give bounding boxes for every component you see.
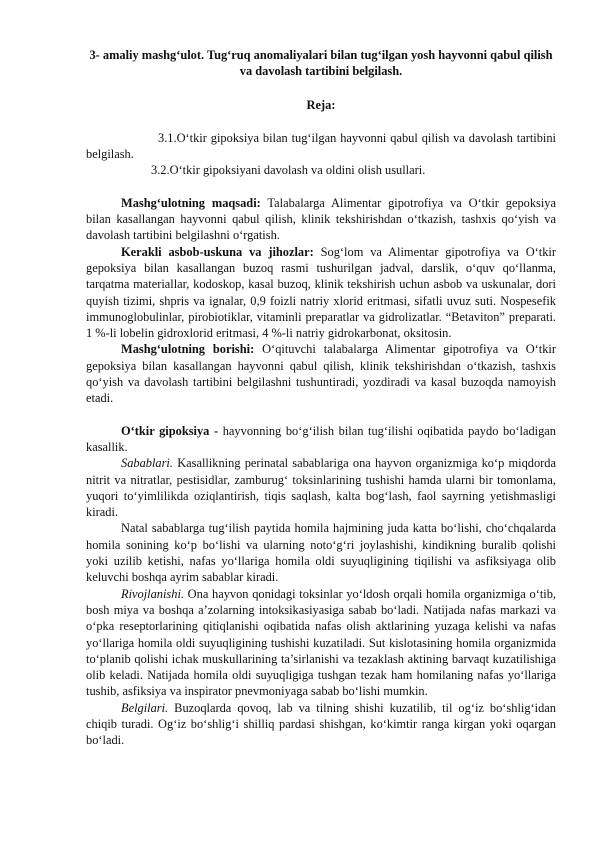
label-borishi: Mashg‘ulotning borishi: — [121, 342, 255, 357]
plan-item-1: 3.1.O‘tkir gipoksiya bilan tug‘ilgan hayvonni qabul qilish va davolash tartibini belgilash. — [86, 130, 556, 162]
document-title: 3- amaliy mashg‘ulot. Tug‘ruq anomaliyalari bilan tug‘ilgan yosh hayvonni qabul qilish va davolash tartibini belgilash. — [89, 48, 553, 79]
text-maqsad: Talabalarga Alimentar gipotrofiya va O‘tkir gepoksiya bilan kasallangan hayvonni qabul qilish, klinik tekshirishdan o‘tkazish, tashxis qo‘yish va davolash tartibini belgilashni o‘rgatish. — [86, 195, 557, 243]
label-gipoksiya: O‘tkir gipoksiya - — [121, 423, 219, 438]
plan-heading: Reja: — [306, 97, 336, 112]
paragraph-rivojlanishi — [86, 586, 556, 700]
text-sabablari: Kasallikning perinatal sabablariga ona hayvon organizmiga ko‘p miqdorda nitrit va nitratlar, pestisidlar, zamburug‘ toksinlarining tushishi hamda ularni bir tomonlama, yuqori to‘yimlilikda oziqlantirish, tiqis saqlash, kalta bog‘lash, faol sayrning yetishmasligi kiradi. — [86, 456, 556, 520]
paragraph-natal: Natal sabablarga tug‘ilish paytida homila hajmining juda katta bo‘lishi, cho‘chqalarda homila sonining ko‘p bo‘lishi va ularning noto‘g‘ri joylashishi, kindikning buralib qolishi yoki uzilib ketishi, nafas yo‘llariga homila oldi suyuqligining tiqilishi va asfiksiyaga olib keluvchi boshqa ayrim sabablar kiradi. — [86, 521, 556, 585]
text-borishi: O‘qituvchi talabalarga Alimentar gipotrofiya va O‘tkir gepoksiya bilan kasallangan hayvonni qabul qilish, klinik tekshirishdan o‘tkazish, tashxis qo‘yish va davolash tartibini belgilashni tushuntiradi, yozdiradi va kasal buzoqda namoyish etadi. — [86, 342, 556, 406]
text-jihozlar: Sog‘lom va Alimentar gipotrofiya va O‘tkir gepoksiya bilan kasallangan buzoq rasmi tushurilgan jadval, darslik, o‘quv qo‘llanma, tarqatma materiallar, kodoskop, kasal buzoq, klinik tekshirish uchun asbob va uskunalar, dori quyish tizimi, shpris va ignalar, 0,9 foizli natriy xlorid eritmasi, sifatli uvuz suti. Nospesefik immunoglobulinlar, pirobiotiklar, vitaminli preparatlar va gidrolizatlar. “Betaviton” preparati. 1 %-li lobelin gidroxlorid eritmasi, 4 %-li natriy gidrokarbonat, oksitosin. — [86, 244, 556, 341]
text-rivojlanishi: Ona hayvon qonidagi toksinlar yo‘ldosh orqali homila organizmiga o‘tib, bosh miya va boshqa a’zolarning intoksikasiyasiga sabab bo‘ladi. Natijada nafas markazi va o‘pka reseptorlarining qitiqlanishi oqibatida nafas olish aktlarining yuzaga kelishi va nafas yo‘llariga homila oldi suyuqligining tushishi kuzatiladi. Sut kislotasining homila organizmida to‘planib qolishi ichak muskullarining ta’sirlanishi va tezaklash aktining barvaqt kuzatilishiga olib keladi. Natijada homila oldi suyuqligiga tushgan tezak ham homilaning nafas yo‘llariga tushib, asfiksiya va inspirator pnevmoniyaga sabab bo‘lishi mumkin. — [86, 586, 556, 699]
paragraph-sabablari — [86, 455, 556, 520]
paragraph-gipoksiya — [86, 423, 556, 456]
text-gipoksiya: hayvonning bo‘g‘ilish bilan tug‘ilishi oqibatida paydo bo‘ladigan kasallik. — [86, 423, 556, 454]
plan-item-2: 3.2.O‘tkir gipoksiyani davolash va oldini olish usullari. — [151, 163, 426, 178]
paragraph-belgilari — [86, 700, 556, 749]
label-rivojlanishi: Rivojlanishi. — [121, 586, 184, 601]
label-sabablari: Sabablari. — [121, 456, 173, 471]
label-maqsad: Mashg‘ulotning maqsadi: — [121, 195, 261, 210]
paragraph-maqsad — [86, 195, 556, 244]
label-belgilari: Belgilari. — [121, 700, 169, 715]
spacer — [86, 407, 556, 423]
paragraph-borishi — [86, 341, 556, 406]
document-page — [86, 47, 556, 749]
paragraph-jihozlar — [86, 244, 556, 342]
spacer — [86, 179, 556, 195]
label-jihozlar: Kerakli asbob-uskuna va jihozlar: — [121, 244, 314, 259]
text-belgilari: Buzoqlarda qovoq, lab va tilning shishi kuzatilib, til og‘iz bo‘shlig‘idan chiqib turadi. Og‘iz bo‘shlig‘i shilliq pardasi shishgan, ko‘kimtir ranga kirgan yoki oqargan bo‘ladi. — [86, 700, 556, 748]
